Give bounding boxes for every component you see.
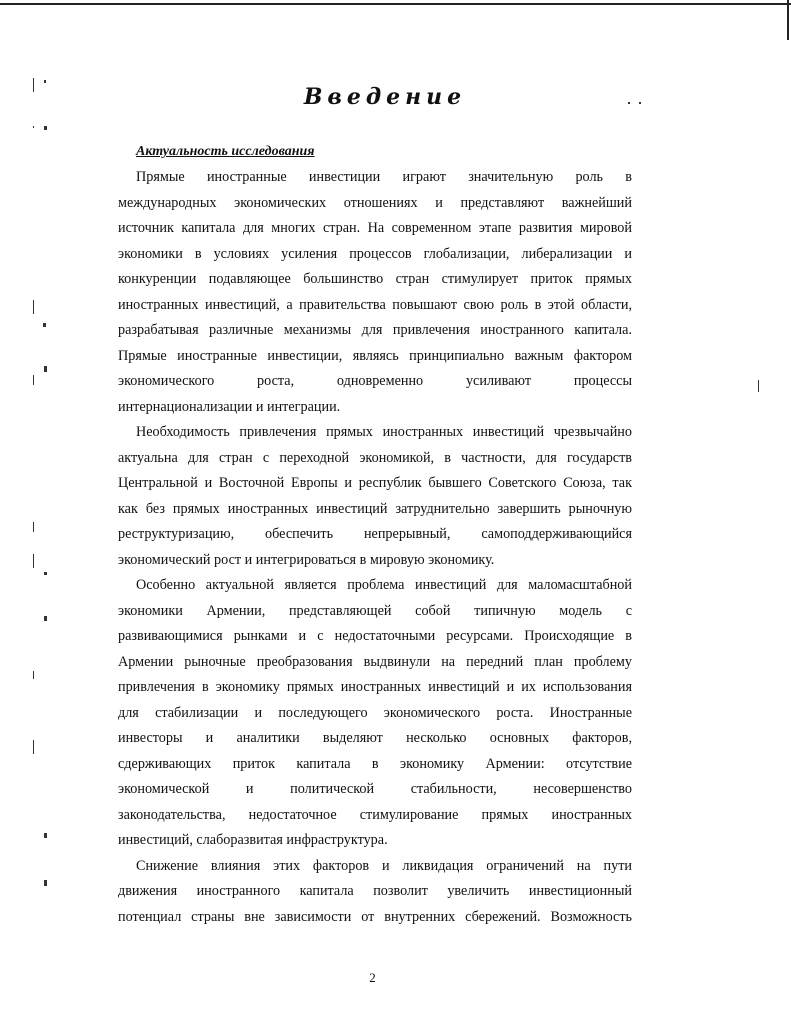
scan-speck <box>43 323 46 327</box>
text-line: для стабилизации и последующего экономического роста. Иностранные <box>118 704 632 721</box>
scan-speck <box>33 740 34 754</box>
scan-speck <box>758 380 759 392</box>
text-line: Прямые иностранные инвестиции играют значительную роль в <box>136 169 632 185</box>
text-line: конкуренции подавляющее большинство стран стимулирует приток прямых <box>118 271 632 287</box>
scan-speck <box>33 300 34 314</box>
text-line: экономики Армении, представляющей собой типичную модель с <box>118 602 632 619</box>
text-line: развивающимися рынками и с недостаточными ресурсами. Происходящие в <box>118 628 632 644</box>
right-scan-border <box>787 0 789 40</box>
paragraph <box>118 573 632 854</box>
text-line: движения иностранного капитала позволит увеличить инвестиционный <box>118 883 632 899</box>
text-line: экономический рост и интегрироваться в мировую экономику. <box>118 551 495 568</box>
text-line: инвесторы и аналитики выделяют несколько основных факторов, <box>118 730 632 746</box>
scan-speck <box>44 880 47 886</box>
scan-speck <box>44 126 47 130</box>
text-line: экономики в условиях усиления процессов глобализации, либерализации и <box>118 245 632 262</box>
paragraph <box>118 165 632 420</box>
text-line: потенциал страны вне зависимости от внутренних сбережений. Возможность <box>118 908 632 925</box>
text-line: привлечения в экономику прямых иностранных инвестиций и их использования <box>118 679 632 695</box>
text-line: сдерживающих приток капитала в экономику Армении: отсутствие <box>118 755 632 772</box>
scan-speck <box>44 572 47 575</box>
text-line: экономической и политической стабильности, несовершенство <box>118 781 632 797</box>
scan-speck <box>44 366 47 372</box>
scan-speck <box>44 80 46 83</box>
text-line: актуальна для стран с переходной экономикой, в частности, для государств <box>118 449 632 466</box>
scan-speck <box>33 554 34 568</box>
paragraph <box>118 854 632 931</box>
text-line: иностранных инвестиций, а правительства повышают свою роль в этой области, <box>118 296 632 313</box>
paragraph <box>118 420 632 573</box>
text-line: интернационализации и интеграции. <box>118 398 341 415</box>
text-line: как без прямых иностранных инвестиций затруднительно завершить рыночную <box>118 500 632 517</box>
text-line: Армении рыночные преобразования выдвинули на передний план проблему <box>118 653 632 670</box>
text-line: Особенно актуальной является проблема инвестиций для маломасштабной <box>136 577 632 593</box>
text-line: разрабатывая различные механизмы для привлечения иностранного капитала. <box>118 322 632 338</box>
scan-speck <box>33 126 34 128</box>
scan-speck <box>33 522 34 532</box>
top-scan-border <box>0 3 791 5</box>
text-line: реструктуризацию, обеспечить непрерывный, самоподдерживающийся <box>118 526 632 542</box>
scan-speck <box>33 671 34 679</box>
scan-speck <box>33 375 34 385</box>
text-line: Прямые иностранные инвестиции, являясь принципиально важным фактором <box>118 347 632 364</box>
text-line: Центральной и Восточной Европы и республик бывшего Советского Союза, так <box>118 475 632 491</box>
scan-speck <box>44 833 47 838</box>
document-body <box>118 165 632 930</box>
text-line: законодательства, недостаточное стимулирование прямых иностранных <box>118 806 632 823</box>
text-line: инвестиций, слаборазвитая инфраструктура. <box>118 832 388 848</box>
page-number: 2 <box>369 970 376 985</box>
section-heading: Актуальность исследования <box>136 144 315 159</box>
page-title: Введение <box>303 84 467 110</box>
scan-speck <box>44 616 47 621</box>
text-line: Снижение влияния этих факторов и ликвидация ограничений на пути <box>136 857 632 874</box>
text-line: источник капитала для многих стран. На современном этапе развития мировой <box>118 220 632 236</box>
text-line: Необходимость привлечения прямых иностранных инвестиций чрезвычайно <box>136 424 632 440</box>
text-line: экономического роста, одновременно усиливают процессы <box>118 373 632 389</box>
text-line: международных экономических отношениях и представляют важнейший <box>118 194 632 211</box>
